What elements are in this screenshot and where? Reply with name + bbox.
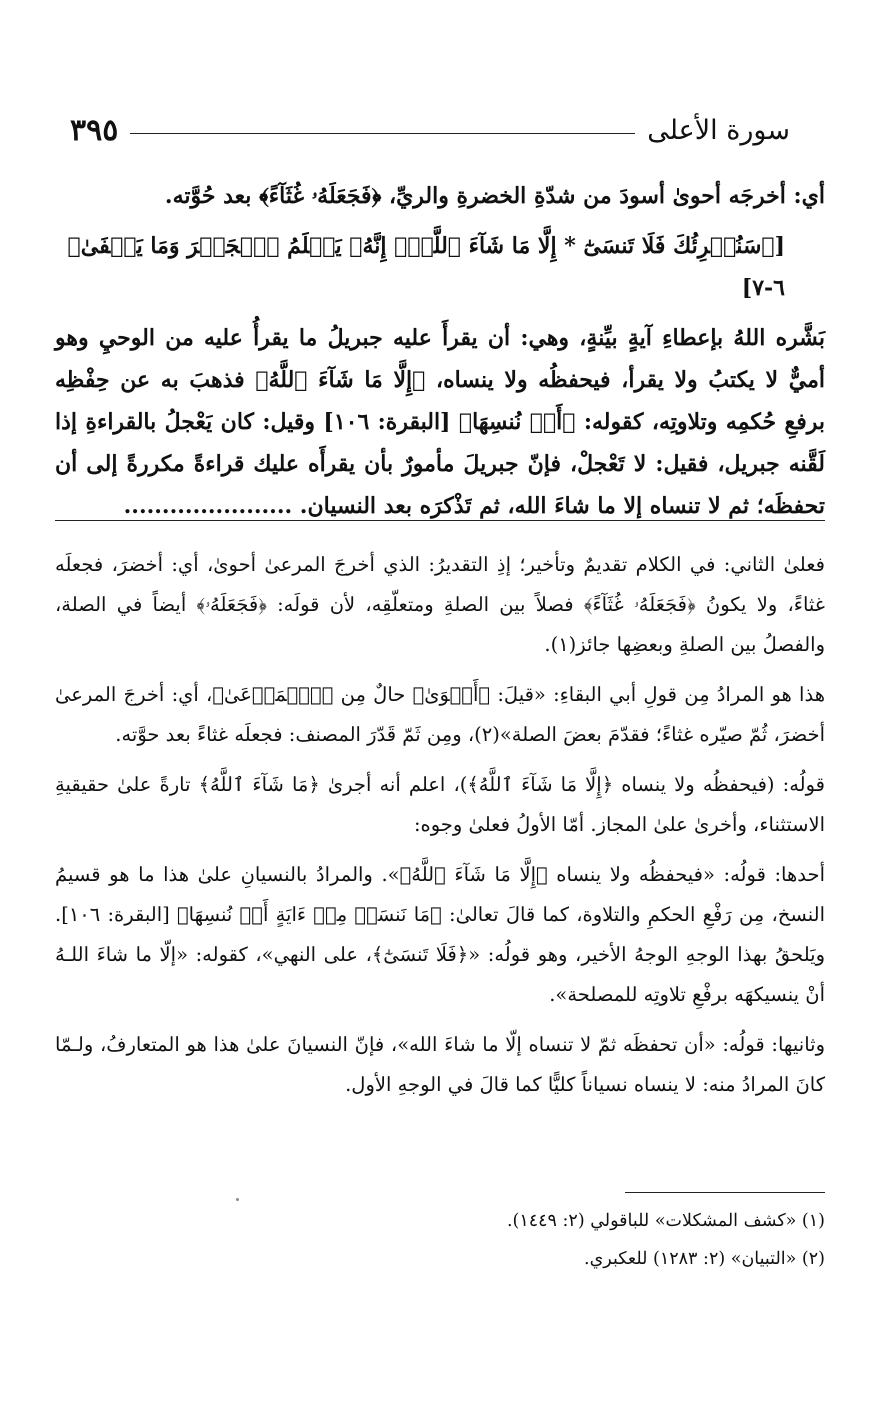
main-text xyxy=(55,175,825,527)
commentary-paragraph-2: هذا هو المرادُ مِن قولِ أبي البقاءِ: «قيلَ: ﴿أَحۡوَىٰ﴾ حالٌ مِن ﴿ٱلۡمَرۡعَىٰ﴾، أي: أخرجَ المرعىٰ أخضرَ، ثُمّ صيّره غثاءً؛ فقدّمَ بعضَ الصلة»(٢)، ومِن ثَمّ قَدّرَ المصنف: فجعلَه غثاءً بعد حوَّته. xyxy=(55,683,825,746)
footnote-1: (١) «كشف المشكلات» للباقولي (٢: ١٤٤٩). xyxy=(506,1211,825,1231)
commentary-section xyxy=(55,545,825,1115)
commentary-paragraph-4: أحدها: قولُه: «فيحفظُه ولا ينساه ﴿إِلَّا مَا شَآءَ ٱللَّهُ﴾». والمرادُ بالنسيانِ علىٰ هذا ما هو قسيمُ النسخ، مِن رَفْعِ الحكمِ والتلاوة، كما قالَ تعالىٰ: ﴿مَا نَنسَخۡ مِنۡ ءَايَةٍ أَوۡ نُنسِهَا﴾ [البقرة: ١٠٦]. ويَلحقُ بهذا الوجهِ الوجهُ الأخير، وهو قولُه: «﴿فَلَا تَنسَىٰٓ﴾، على النهي»، كقوله: «إلّا ما شاءَ اللـهُ أنْ ينسيكهَه برفْعِ تلاوتِه للمصلحة». xyxy=(55,863,825,1006)
commentary-paragraph-3: قولُه: (فيحفظُه ولا ينساه ﴿إِلَّا مَا شَآءَ ٱللَّهُ﴾)، اعلم أنه أجرىٰ ﴿مَا شَآءَ ٱللَّهُ﴾ تارةً علىٰ حقيقيةِ الاستثناء، وأخرىٰ علىٰ المجاز. أمّا الأولُ فعلىٰ وجوه: xyxy=(55,773,825,836)
commentary-paragraph-1: فعلىٰ الثاني: في الكلام تقديمٌ وتأخير؛ إذِ التقديرُ: الذي أخرجَ المرعىٰ أحوىٰ، أي: أخضرَ، فجعلَه غثاءً، ولا يكونُ ﴿فَجَعَلَهُۥ غُثَآءً﴾ فصلاً بين الصلةِ ومتعلّقِه، لأن قولَه: ﴿فَجَعَلَهُۥ﴾ أيضاً في الصلة، والفصلُ بين الصلةِ وبعضِها جائز(١). xyxy=(55,553,825,656)
commentary-paragraph-5: وثانيها: قولُه: «أن تحفظَه ثمّ لا تنساه إلّا ما شاءَ الله»، فإنّ النسيانَ علىٰ هذا هو المتعارفُ، ولـمّا كانَ المرادُ منه: لا ينساه نسياناً كليًّا كما قالَ في الوجهِ الأول. xyxy=(55,1033,825,1096)
header-rule xyxy=(130,133,635,134)
text-divider xyxy=(55,520,825,521)
footnotes xyxy=(55,1202,825,1278)
page-number: ٣٩٥ xyxy=(70,112,119,148)
stray-dot xyxy=(236,1198,239,1201)
explanation-line: أي: أخرجَه أحوىٰ أسودَ من شدّةِ الخضرةِ والريِّ، ﴿فَجَعَلَهُۥ غُثَآءً﴾ بعد حُوَّته. xyxy=(164,183,825,209)
footnote-rule xyxy=(625,1192,825,1193)
tafsir-paragraph: بَشَّره اللهُ بإعطاءِ آيةٍ بيِّنةٍ، وهي: أن يقرأَ عليه جبريلُ ما يقرأُ عليه من الوحيِ وهو أميٌّ لا يكتبُ ولا يقرأ، فيحفظُه ولا ينساه، ﴿إِلَّا مَا شَآءَ ٱللَّهُ﴾ فذهبَ به عن حِفْظِه برفعِ حُكمِه وتلاوتِه، كقوله: ﴿أَوۡ نُنسِهَا﴾ [البقرة: ١٠٦] وقيل: كان يَعْجلُ بالقراءةِ إذا لَقَّنه جبريل، فقيل: لا تَعْجلْ، فإنّ جبريلَ مأمورٌ بأن يقرأَه عليك قراءةً مكررةً إلى أن تحفظَه؛ ثم لا تنساه إلا ما شاءَ الله، ثم تَذْكرَه بعد النسيان. ...................... xyxy=(55,325,825,519)
surah-title: سورة الأعلى xyxy=(647,114,790,146)
footnote-2: (٢) «التبيان» (٢: ١٢٨٣) للعكبري. xyxy=(584,1249,825,1269)
page-header xyxy=(70,108,790,152)
quran-verse: [﴿سَنُقۡرِئُكَ فَلَا تَنسَىٰٓ * إِلَّا مَا شَآءَ ٱللَّهُۚ إِنَّهُۥ يَعۡلَمُ ٱلۡجَهۡرَ وَمَا يَخۡفَىٰ﴾ ٦-٧] xyxy=(67,233,785,301)
